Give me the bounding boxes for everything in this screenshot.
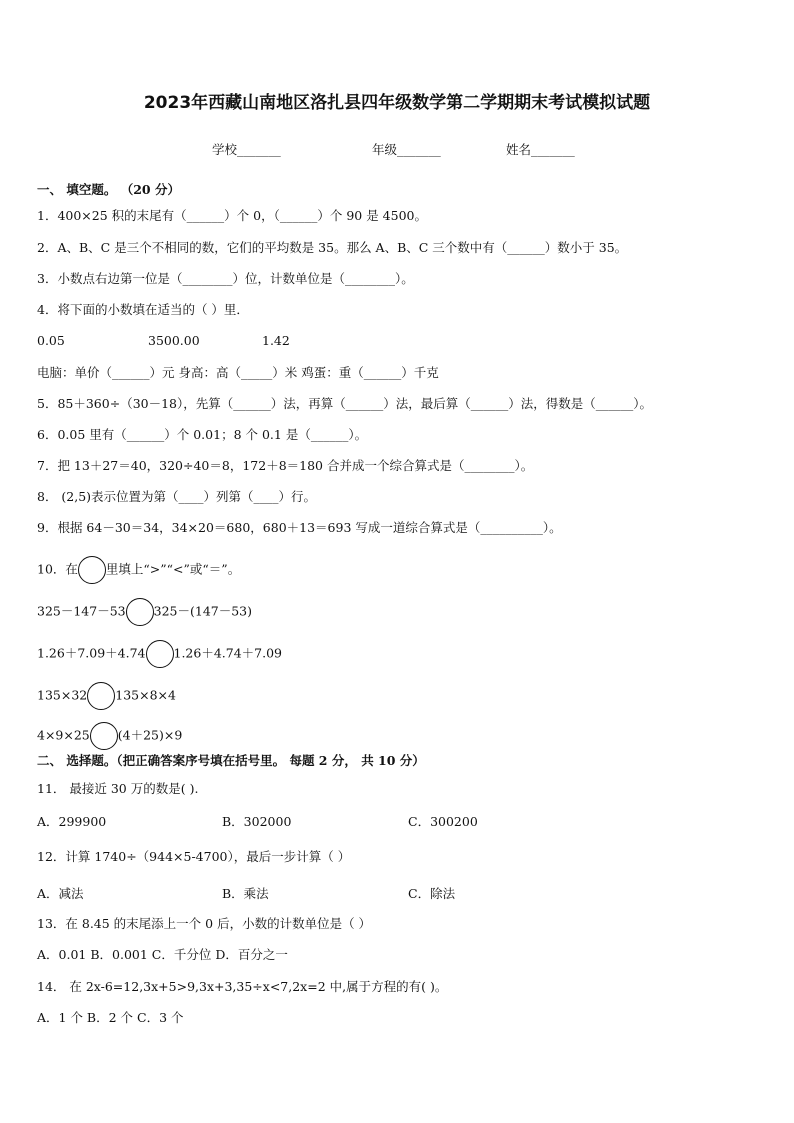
q4-number-c: 1.42 <box>262 333 290 348</box>
question-6: 6．0.05 里有（______）个 0.01；8 个 0.1 是（______）。 <box>37 427 368 442</box>
compare-left: 4×9×25 <box>37 727 90 743</box>
school-field[interactable]: 学校_______ <box>212 142 281 157</box>
question-7: 7．把 13＋27＝40，320÷40＝8，172＋8＝180 合并成一个综合算式是（________）。 <box>37 458 534 473</box>
question-8: 8． (2,5)表示位置为第（____）列第（____）行。 <box>37 489 317 504</box>
compare-row <box>37 682 176 710</box>
name-field[interactable]: 姓名_______ <box>506 142 575 157</box>
question-14: 14． 在 2x-6=12,3x+5>9,3x+3,35÷x<7,2x=2 中,属于方程的有( )。 <box>37 979 448 994</box>
compare-circle-input[interactable] <box>90 722 118 750</box>
compare-left: 325－147－53 <box>37 603 126 619</box>
compare-right: (4＋25)×9 <box>117 727 183 743</box>
q14-options[interactable]: A．1 个 B．2 个 C．3 个 <box>37 1010 184 1025</box>
q11-option-b[interactable]: B．302000 <box>222 814 292 829</box>
compare-right: 1.26＋4.74＋7.09 <box>173 645 282 661</box>
q11-option-c[interactable]: C．300200 <box>408 814 478 829</box>
q4-blanks: 电脑：单价（______）元 身高：高（_____）米 鸡蛋：重（______）千克 <box>37 365 439 380</box>
compare-circle-input[interactable] <box>126 598 154 626</box>
section-multiple-choice: 二、 选择题。（把正确答案序号填在括号里。 每题 2 分， 共 10 分） <box>37 753 425 768</box>
question-13: 13．在 8.45 的末尾添上一个 0 后，小数的计数单位是（ ） <box>37 916 372 931</box>
compare-right: 135×8×4 <box>115 687 176 703</box>
q4-number-a: 0.05 <box>37 333 65 348</box>
question-4: 4．将下面的小数填在适当的（ ）里． <box>37 302 249 317</box>
compare-circle-input[interactable] <box>146 640 174 668</box>
section-fill-blank: 一、 填空题。 （20 分） <box>37 182 180 197</box>
compare-right: 325－(147－53) <box>153 603 253 619</box>
compare-left: 135×32 <box>37 687 88 703</box>
question-5: 5．85＋360÷（30－18），先算（______）法，再算（______）法，最后算（______）法，得数是（______）。 <box>37 396 653 411</box>
question-12: 12．计算 1740÷（944×5-4700），最后一步计算（ ） <box>37 849 351 864</box>
q4-number-b: 3500.00 <box>148 333 200 348</box>
compare-row <box>37 640 282 668</box>
question-3: 3．小数点右边第一位是（________）位，计数单位是（________）。 <box>37 271 414 286</box>
compare-left: 1.26＋7.09＋4.74 <box>37 645 146 661</box>
compare-row <box>37 722 182 750</box>
q12-option-c[interactable]: C．除法 <box>408 886 456 901</box>
q11-option-a[interactable]: A．299900 <box>37 814 107 829</box>
q12-option-b[interactable]: B．乘法 <box>222 886 269 901</box>
grade-field[interactable]: 年级_______ <box>372 142 441 157</box>
q10-suffix: 里填上“>”“<”或“＝”。 <box>105 561 241 577</box>
q10-prefix: 10．在 <box>37 561 78 577</box>
q13-options[interactable]: A．0.01 B．0.001 C．千分位 D．百分之一 <box>37 947 288 962</box>
compare-row <box>37 598 252 626</box>
question-10 <box>37 556 240 584</box>
q12-option-a[interactable]: A．减法 <box>37 886 84 901</box>
question-2: 2．A、B、C 是三个不相同的数，它们的平均数是 35。那么 A、B、C 三个数中有（______）数小于 35。 <box>37 240 628 255</box>
compare-circle-input[interactable] <box>87 682 115 710</box>
question-11: 11． 最接近 30 万的数是( ). <box>37 781 199 796</box>
question-9: 9．根据 64－30＝34，34×20＝680，680＋13＝693 写成一道综合算式是（__________）。 <box>37 520 562 535</box>
question-1: 1．400×25 积的末尾有（______）个 0，（______）个 90 是 4500。 <box>37 208 427 223</box>
page-title: 2023年西藏山南地区洛扎县四年级数学第二学期期末考试模拟试题 <box>143 93 651 113</box>
compare-circle-icon <box>78 556 106 584</box>
